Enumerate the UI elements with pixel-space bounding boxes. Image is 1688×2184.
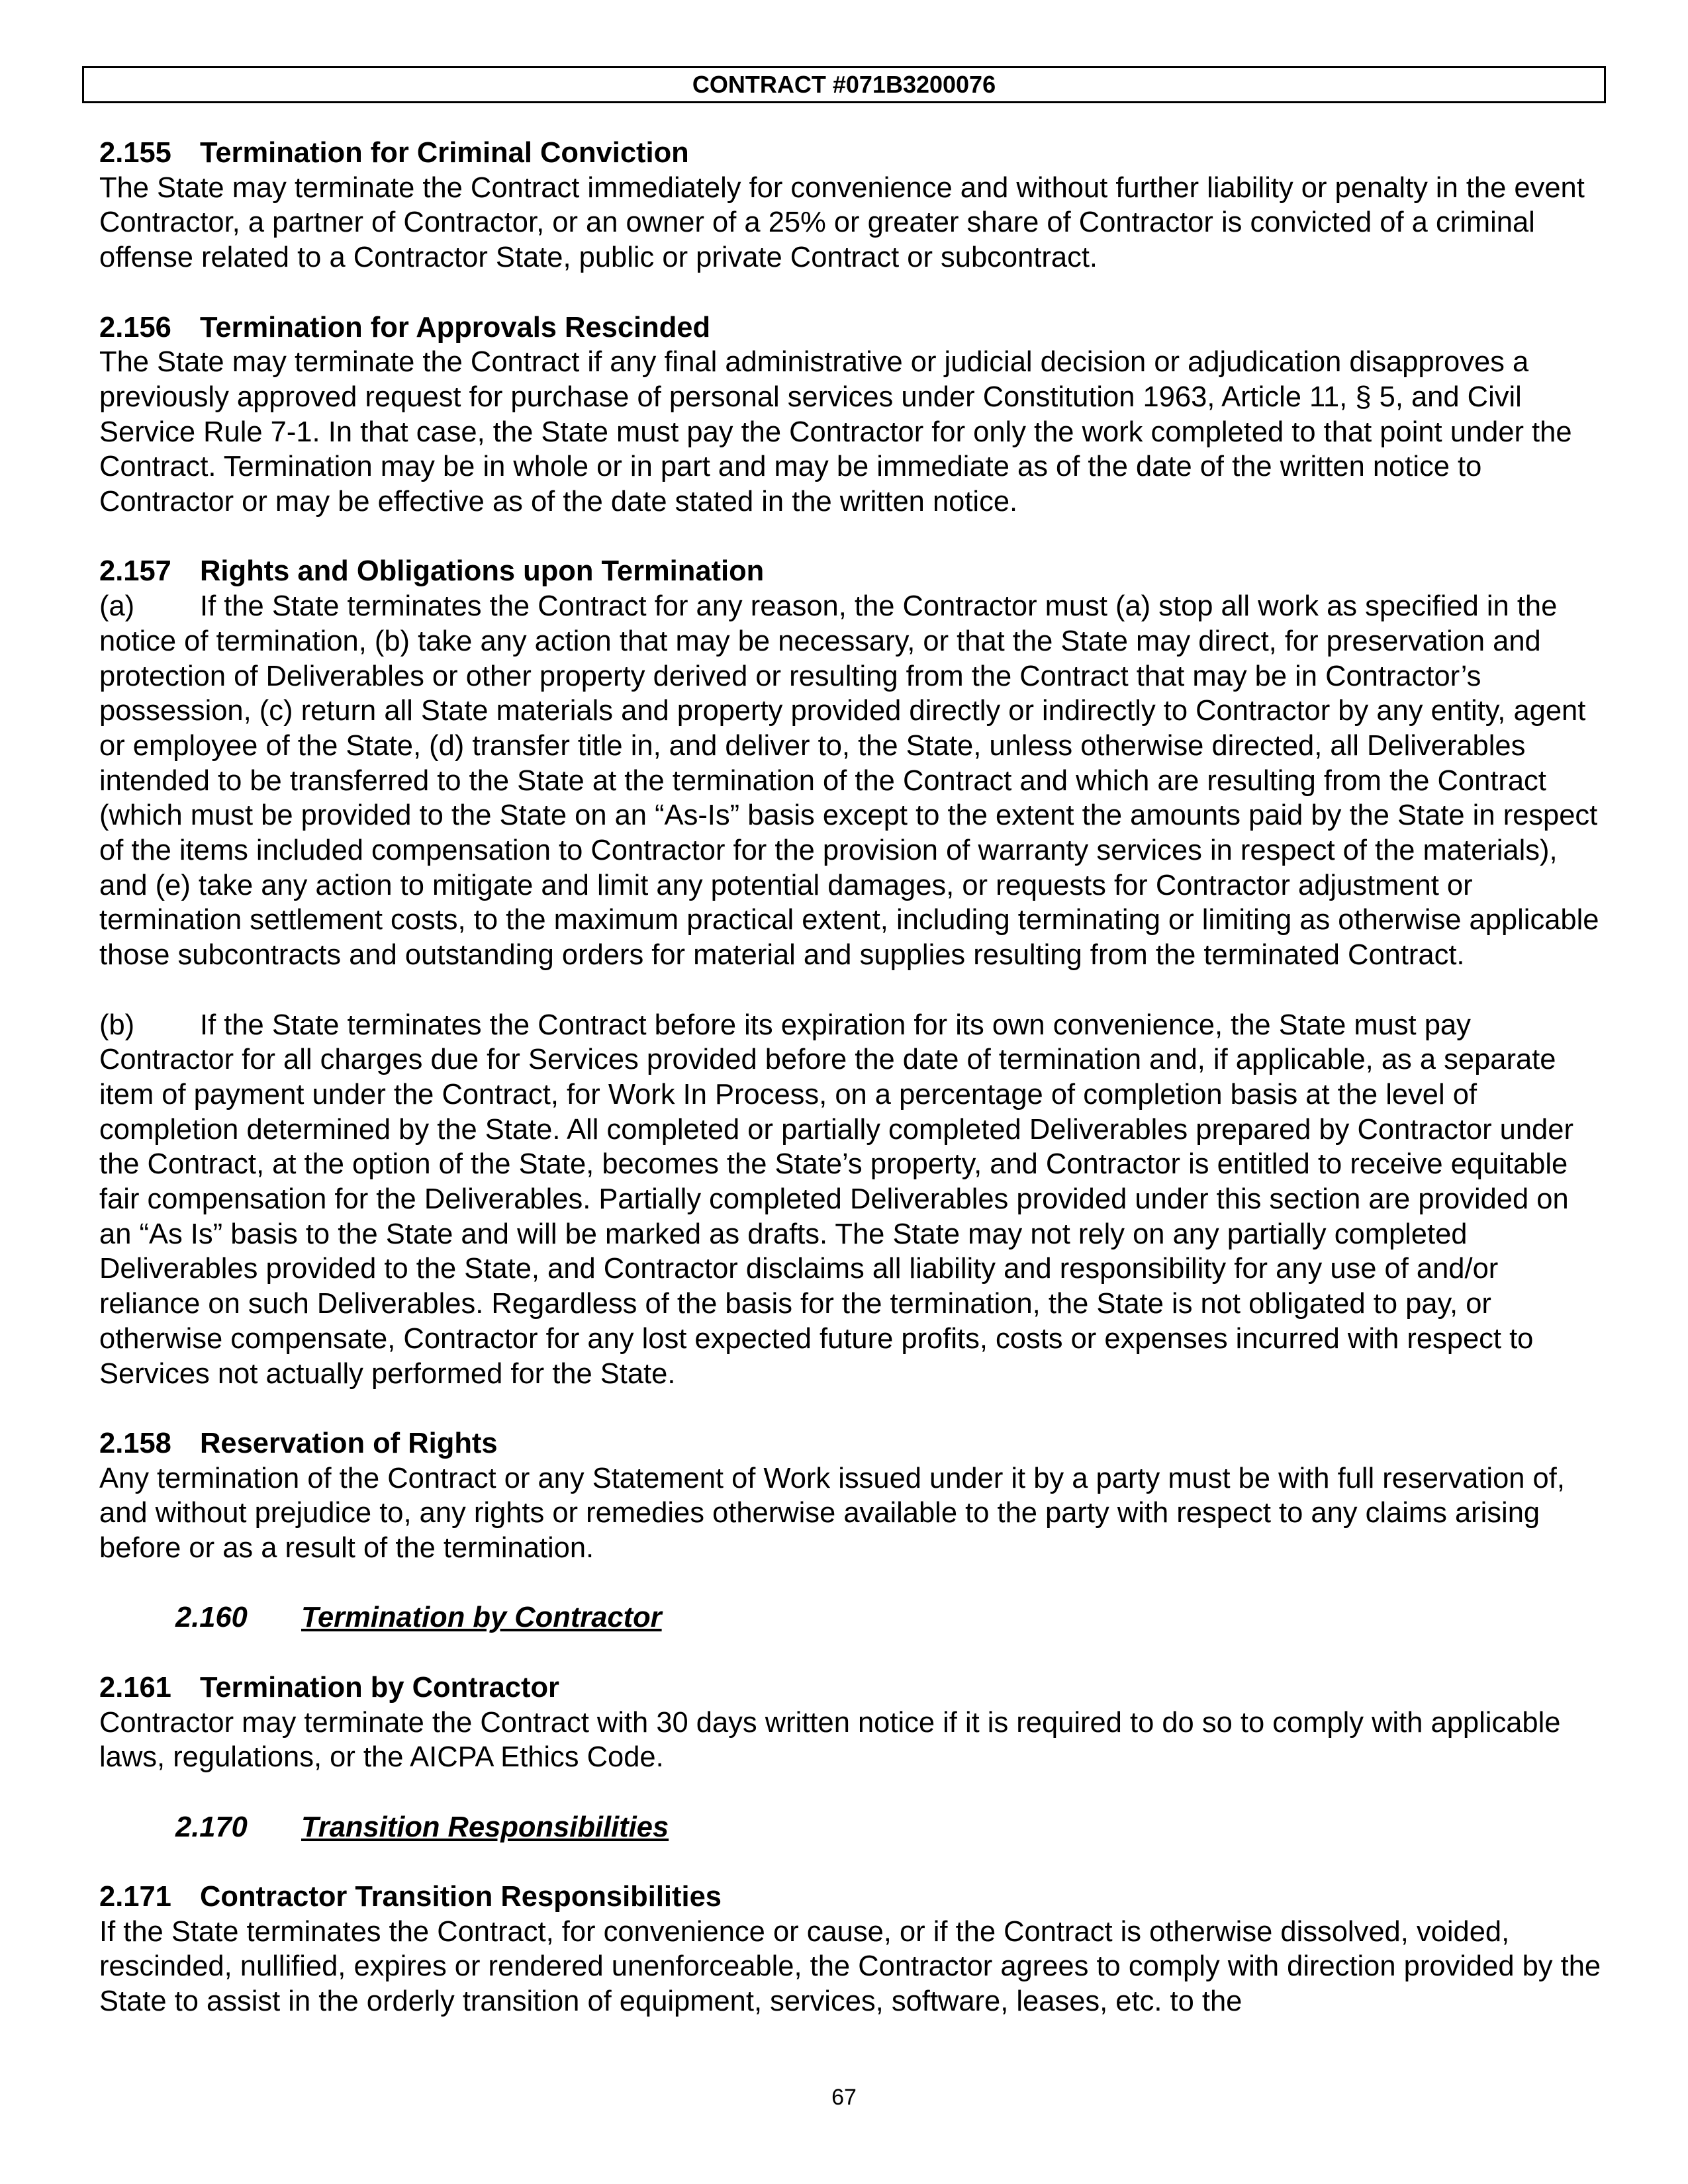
section-number: 2.155 xyxy=(99,137,171,169)
section-2-157 xyxy=(99,554,1602,1391)
subsection-title: Transition Responsibilities xyxy=(301,1811,669,1843)
section-title: Reservation of Rights xyxy=(200,1427,498,1459)
contract-header xyxy=(82,66,1606,103)
section-2-155 xyxy=(99,136,1602,275)
section-heading xyxy=(99,1426,1602,1461)
section-number: 2.156 xyxy=(99,311,171,343)
section-title: Rights and Obligations upon Termination xyxy=(200,555,765,588)
subsection-title: Termination by Contractor xyxy=(301,1602,662,1634)
section-title: Termination for Criminal Conviction xyxy=(200,137,689,169)
clause-a-label: (a) xyxy=(99,590,135,623)
section-number: 2.158 xyxy=(99,1427,171,1459)
section-2-156 xyxy=(99,310,1602,520)
section-number: 2.171 xyxy=(99,1881,171,1913)
section-paragraph: If the State terminates the Contract, for convenience or cause, or if the Contract is otherwise dissolved, voided, rescinded, nullified, expires or rendered unenforceable, the Contractor agrees to comply with direction provided by the State to assist in the orderly transition of equipment, services, software, leases, etc. to the xyxy=(99,1915,1601,2018)
section-number: 2.161 xyxy=(99,1671,171,1704)
section-heading xyxy=(99,310,1602,345)
section-heading xyxy=(99,136,1602,171)
clause-b-paragraph xyxy=(99,1008,1602,1392)
section-2-171 xyxy=(99,1880,1602,2019)
section-paragraph: Contractor may terminate the Contract with 30 days written notice if it is required to do so to comply with applicable laws, regulations, or the AICPA Ethics Code. xyxy=(99,1706,1561,1774)
section-heading xyxy=(99,1880,1602,1915)
contract-number: CONTRACT #071B3200076 xyxy=(692,71,996,98)
section-paragraph: Any termination of the Contract or any Statement of Work issued under it by a party must be with full reservation of, and without prejudice to, any rights or remedies otherwise available to the party with respect to any claims arising before or as a result of the termination. xyxy=(99,1462,1565,1565)
section-paragraph: The State may terminate the Contract immediately for convenience and without further liability or penalty in the event Contractor, a partner of Contractor, or an owner of a 25% or greater share of Contractor is convicted of a criminal offense related to a Contractor State, public or private Contract or subcontract. xyxy=(99,171,1585,274)
section-title: Termination by Contractor xyxy=(200,1671,559,1704)
subsection-number: 2.170 xyxy=(175,1811,248,1843)
section-heading xyxy=(99,1670,1602,1706)
page-number: 67 xyxy=(831,2085,857,2110)
clause-b-text: If the State terminates the Contract before its expiration for its own convenience, the State must pay Contractor for all charges due for Services provided before the date of termination and, if applicable, as a separate item of payment under the Contract, for Work In Process, on a percentage of completion basis at the level of completion determined by the State. All completed or partially completed Deliverables prepared by Contractor under the Contract, at the option of the State, becomes the State’s property, and Contractor is entitled to receive equitable fair compensation for the Deliverables. Partially completed Deliverables provided under this section are provided on an “As Is” basis to the State and will be marked as drafts. The State may not rely on any partially completed Deliverables provided to the State, and Contractor disclaims all liability and responsibility for any use of and/or reliance on such Deliverables. Regardless of the basis for the termination, the State is not obligated to pay, or otherwise compensate, Contractor for any lost expected future profits, costs or expenses incurred with respect to Services not actually performed for the State. xyxy=(99,1009,1573,1390)
subsection-heading-2-160 xyxy=(99,1600,1602,1635)
document-body xyxy=(99,136,1602,2054)
section-heading xyxy=(99,554,1602,589)
clause-a-text: If the State terminates the Contract for any reason, the Contractor must (a) stop all work as specified in the notice of termination, (b) take any action that may be necessary, or that the State may direct, for preservation and protection of Deliverables or other property derived or resulting from the Contract that may be in Contractor’s possession, (c) return all State materials and property provided directly or indirectly to Contractor by any entity, agent or employee of the State, (d) transfer title in, and deliver to, the State, unless otherwise directed, all Deliverables intended to be transferred to the State at the termination of the Contract and which are resulting from the Contract (which must be provided to the State on an “As-Is” basis except to the extent the amounts paid by the State in respect of the items included compensation to Contractor for the provision of warranty services in respect of the materials), and (e) take any action to mitigate and limit any potential damages, or requests for Contractor adjustment or termination settlement costs, to the maximum practical extent, including terminating or limiting as otherwise applicable those subcontracts and outstanding orders for material and supplies resulting from the terminated Contract. xyxy=(99,590,1599,972)
clause-a-paragraph xyxy=(99,589,1602,973)
section-2-158 xyxy=(99,1426,1602,1566)
subsection-number: 2.160 xyxy=(175,1602,248,1634)
section-number: 2.157 xyxy=(99,555,171,588)
section-title: Contractor Transition Responsibilities xyxy=(200,1881,722,1913)
section-title: Termination for Approvals Rescinded xyxy=(200,311,711,343)
clause-b-label: (b) xyxy=(99,1009,135,1041)
section-paragraph: The State may terminate the Contract if any final administrative or judicial decision or adjudication disapproves a previously approved request for purchase of personal services under Constitution 1963, Article 11, § 5, and Civil Service Rule 7-1. In that case, the State must pay the Contractor for only the work completed to that point under the Contract. Termination may be in whole or in part and may be immediate as of the date of the written notice to Contractor or may be effective as of the date stated in the written notice. xyxy=(99,346,1572,518)
section-2-161 xyxy=(99,1670,1602,1775)
subsection-heading-2-170 xyxy=(99,1810,1602,1845)
